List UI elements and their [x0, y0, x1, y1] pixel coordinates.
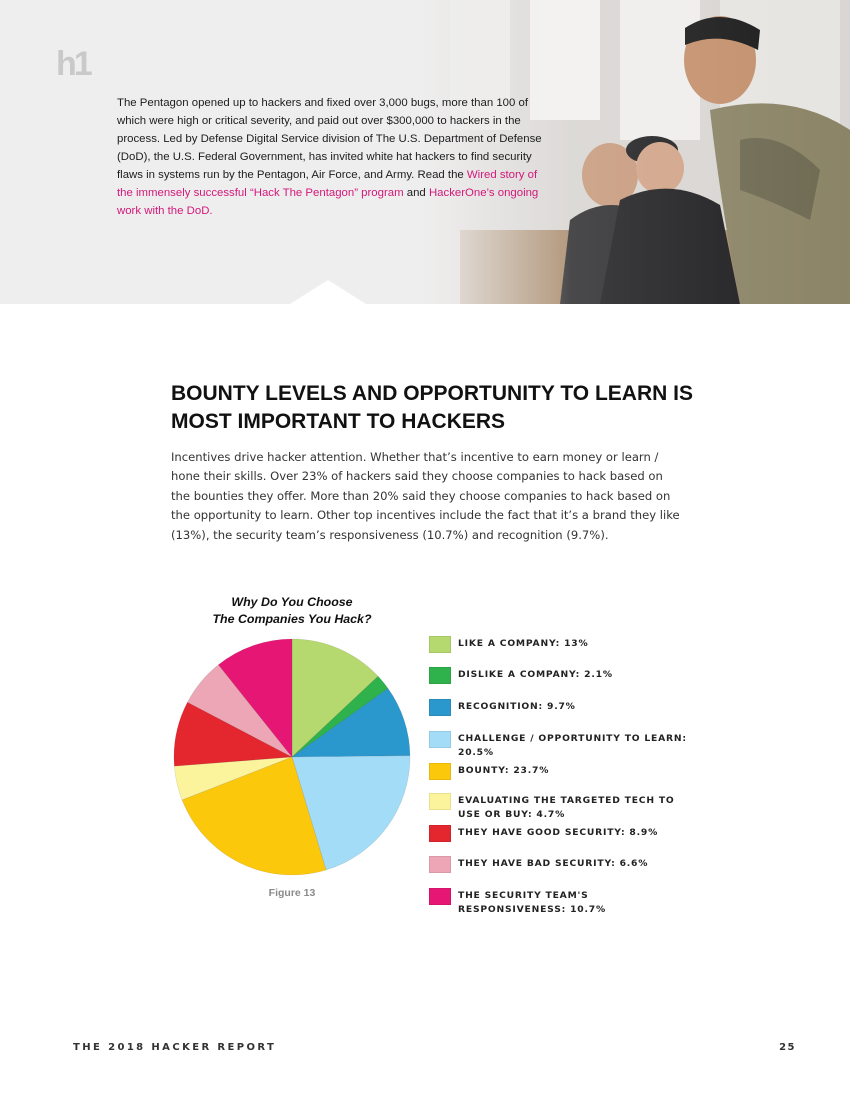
section-body: Incentives drive hacker attention. Whether that’s incentive to earn money or learn / hone their skills. Over 23% of hackers said they choose companies to hack based on the bounties they offer. More than 20% said they choose companies to hack based on the opportunity to learn. Other top incentives include the fact that it’s a brand they like (13%), the security team’s responsiveness (10.7%) and recognition (9.7%). [171, 450, 680, 542]
footer-report-title: THE 2018 HACKER REPORT [73, 1042, 277, 1053]
legend-label: CHALLENGE / OPPORTUNITY TO LEARN: 20.5% [458, 733, 687, 758]
hero-banner [0, 0, 850, 304]
hackerone-logo: h1 [56, 45, 90, 83]
chart-title-line-1: Why Do You Choose [231, 595, 353, 609]
legend-label: LIKE A COMPANY: 13% [458, 638, 589, 649]
legend-swatch [429, 667, 451, 684]
legend-swatch [429, 763, 451, 780]
legend-swatch [429, 636, 451, 653]
intro-connector: and [403, 187, 429, 199]
pie-chart [167, 632, 417, 882]
chart-title [190, 594, 394, 628]
legend-label: DISLIKE A COMPANY: 2.1% [458, 669, 613, 680]
legend-swatch [429, 825, 451, 842]
legend-swatch [429, 699, 451, 716]
legend-label: RECOGNITION: 9.7% [458, 701, 576, 712]
legend-label: BOUNTY: 23.7% [458, 765, 550, 776]
chart-title-line-2: The Companies You Hack? [212, 612, 372, 626]
legend-swatch [429, 793, 451, 810]
legend-swatch [429, 888, 451, 905]
figure-caption: Figure 13 [268, 887, 316, 899]
legend-swatch [429, 731, 451, 748]
intro-text: The Pentagon opened up to hackers and fixed over 3,000 bugs, more than 100 of which were high or critical severity, and paid out over $300,000 to hackers in the process. Led by Defense Digital Service division of The U.S. Department of Defense (DoD), the U.S. Federal Government, has invited white hat hackers to find security flaws in systems run by the Pentagon, Air Force, and Army. Read the [117, 97, 542, 181]
section-headline: BOUNTY LEVELS AND OPPORTUNITY TO LEARN IS MOST IMPORTANT TO HACKERS [171, 382, 693, 433]
legend-label: THEY HAVE GOOD SECURITY: 8.9% [458, 827, 659, 838]
legend-label: THE SECURITY TEAM'S RESPONSIVENESS: 10.7% [458, 890, 606, 915]
hackerone-dod-link[interactable]: HackerOne’s ongoing work with the DoD. [117, 187, 539, 217]
legend-swatch [429, 856, 451, 873]
wired-story-link[interactable]: Wired story of the immensely successful “Hack The Pentagon” program [117, 169, 538, 199]
hero-notch [290, 280, 366, 304]
intro-paragraph [117, 94, 542, 220]
legend-label: EVALUATING THE TARGETED TECH TO USE OR BUY: 4.7% [458, 795, 675, 820]
page-number: 25 [779, 1042, 796, 1053]
legend-label: THEY HAVE BAD SECURITY: 6.6% [458, 858, 649, 869]
